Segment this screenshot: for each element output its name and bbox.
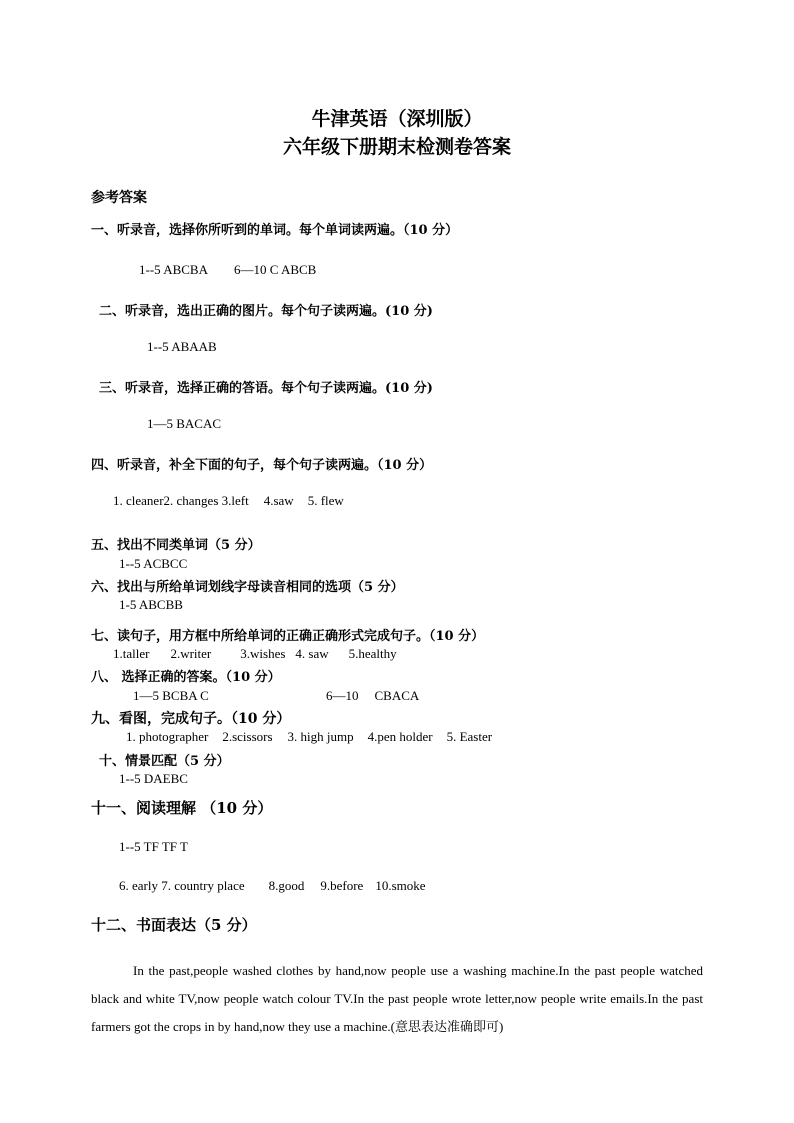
section-4-item: 4.saw [263, 493, 294, 508]
section-9-item: 1. photographer [126, 729, 209, 744]
section-4-item: 5. flew [307, 493, 344, 508]
section-8-answer-a: 1—5 BCBA C [133, 688, 209, 703]
section-11-item: 6. early 7. country place [119, 878, 245, 893]
section-11-item: 9.before [320, 878, 364, 893]
section-4-item: 1. cleaner2. changes 3.left [113, 493, 249, 508]
document-subtitle: 六年级下册期末检测卷答案 [282, 136, 511, 158]
document-title: 牛津英语（深圳版） [311, 108, 483, 130]
section-8-answer-b: 6—10 CBACA [326, 688, 420, 703]
section-7-item: 3.wishes [240, 646, 286, 661]
section-9-item: 5. Easter [446, 729, 493, 744]
section-3-answers: 1—5 BACAC [147, 416, 222, 431]
section-10-answers: 1--5 DAEBC [119, 771, 188, 786]
section-7-item: 4. saw [295, 646, 329, 661]
section-8-header: 八、 选择正确的答案。（10 分） [91, 670, 281, 685]
section-7-answers [113, 646, 397, 662]
section-9-item: 3. high jump [287, 729, 354, 744]
section-5-header: 五、找出不同类单词（5 分） [91, 538, 261, 553]
section-2-answers: 1--5 ABAAB [147, 339, 217, 354]
section-12-essay: In the past,people washed clothes by hand,now people use a washing machine.In the past people watched black and white TV,now people watch colour TV.In the past people wrote letter,now people write emails.In the past farmers got the crops in by hand,now they use a machine.(意思表达准确即可) [91, 963, 703, 1034]
section-4-header: 四、听录音，补全下面的句子，每个句子读两遍。（10 分） [91, 458, 433, 473]
section-4-answers [113, 493, 344, 509]
section-12-header: 十二、书面表达（5 分） [91, 916, 257, 934]
section-11-item: 10.smoke [375, 878, 426, 893]
section-1-answer-a: 1--5 ABCBA [139, 262, 208, 277]
section-2-header: 二、听录音，选出正确的图片。每个句子读两遍。(10 分) [99, 304, 433, 319]
section-6-answers: 1-5 ABCBB [119, 597, 183, 612]
section-11-item: 8.good [268, 878, 305, 893]
section-11-header: 十一、阅读理解 （10 分） [91, 799, 273, 817]
section-11-answers-b [119, 878, 426, 894]
section-9-header: 九、看图，完成句子。（10 分） [91, 711, 291, 727]
section-1-answer-b: 6—10 C ABCB [233, 262, 317, 277]
section-1-header: 一、听录音，选择你所听到的单词。每个单词读两遍。（10 分） [91, 223, 459, 238]
section-7-item: 2.writer [170, 646, 212, 661]
section-1-answers [139, 262, 316, 278]
section-11-answers-a: 1--5 TF TF T [119, 839, 188, 854]
section-7-item: 1.taller [113, 646, 150, 661]
section-10-header: 十、情景匹配（5 分） [99, 754, 230, 769]
section-3-header: 三、听录音，选择正确的答语。每个句子读两遍。(10 分) [99, 381, 433, 396]
section-7-item: 5.healthy [348, 646, 397, 661]
section-9-answers [126, 729, 492, 745]
section-7-header: 七、读句子，用方框中所给单词的正确正确形式完成句子。（10 分） [91, 629, 485, 644]
section-9-item: 4.pen holder [367, 729, 433, 744]
reference-answers-heading: 参考答案 [91, 190, 147, 206]
section-6-header: 六、找出与所给单词划线字母读音相同的选项（5 分） [91, 580, 404, 595]
section-5-answers: 1--5 ACBCC [119, 556, 188, 571]
section-9-item: 2.scissors [222, 729, 273, 744]
